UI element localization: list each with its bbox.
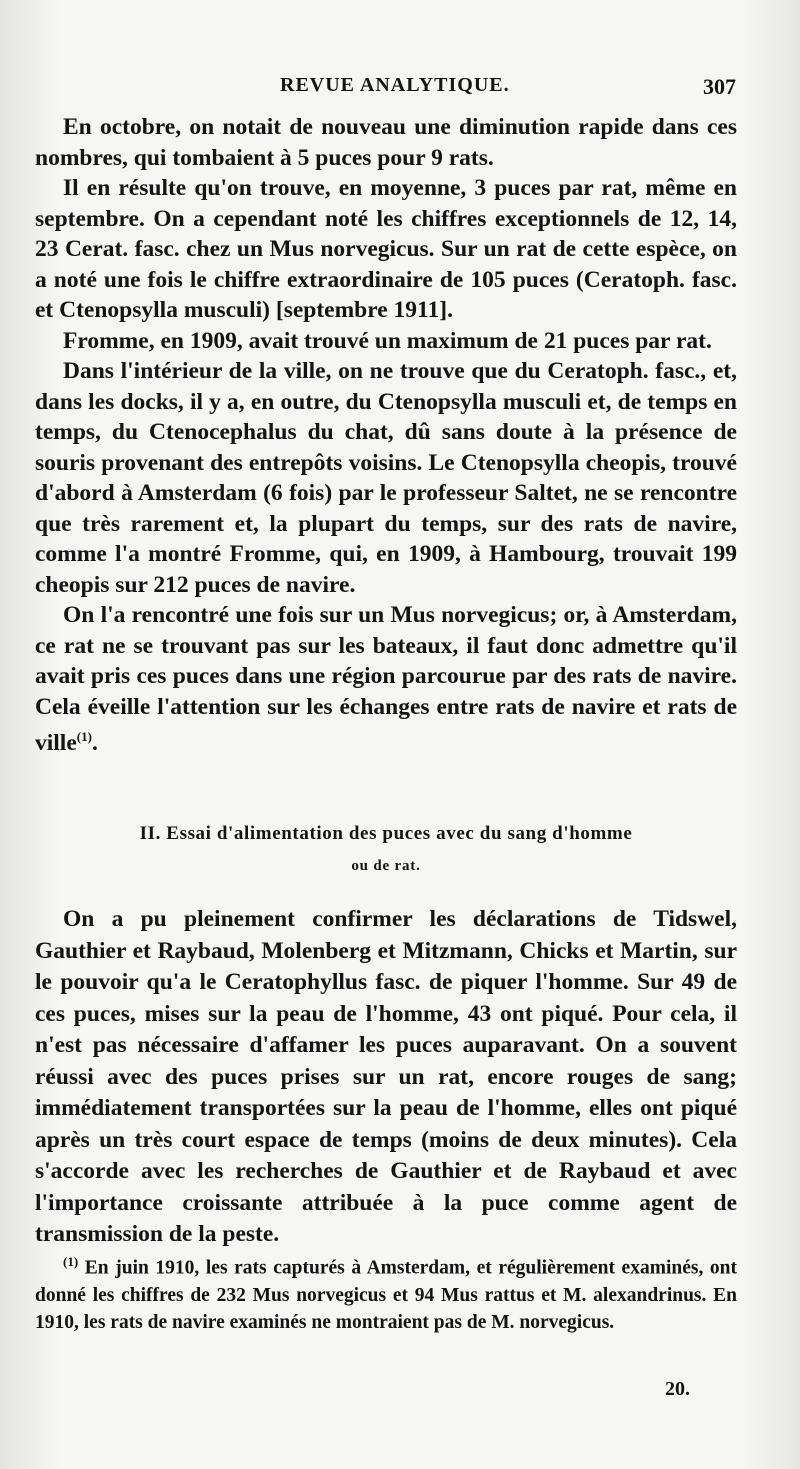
footnote — [35, 1248, 737, 1336]
section-title: II. Essai d'alimentation des puces avec du sang d'homme — [139, 823, 633, 844]
footnote-reference: (1) — [76, 729, 92, 744]
signature-mark: 20. — [665, 1378, 690, 1400]
section-heading — [35, 820, 737, 880]
section-body — [35, 904, 737, 1251]
footnote-marker: (1) — [63, 1254, 79, 1269]
paragraph: Il en résulte qu'on trouve, en moyenne, 3 puces par rat, même en septembre. On a cependant noté les chiffres exceptionnels de 12, 14, 23 Cerat. fasc. chez un Mus norvegicus. Sur un rat de cette espèce, on a noté une fois le chiffre extraordinaire de 105 puces (Ceratoph. fasc. et Ctenopsylla musculi) [septembre 1911]. — [35, 175, 737, 323]
paragraph: Dans l'intérieur de la ville, on ne trouve que du Ceratoph. fasc., et, dans les docks, il y a, en outre, du Ctenopsylla musculi et, de temps en temps, du Ctenocephalus du chat, dû sans doute à la présence de souris provenant des entrepôts voisins. Le Ctenopsylla cheopis, trouvé d'abord à Amsterdam (6 fois) par le professeur Saltet, ne se rencontre que très rarement et, la plupart du temps, sur des rats de navire, comme l'a montré Fromme, qui, en 1909, à Hambourg, trouvait 199 cheopis sur 212 puces de navire. — [35, 358, 737, 598]
page-number: 307 — [703, 74, 736, 99]
paragraph: En octobre, on notait de nouveau une diminution rapide dans ces nombres, qui tombaient à 5 puces pour 9 rats. — [35, 114, 737, 171]
paragraph: On a pu pleinement confirmer les déclarations de Tidswel, Gauthier et Raybaud, Molenberg et Mitzmann, Chicks et Martin, sur le pouvoir qu'a le Ceratophyllus fasc. de piquer l'homme. Sur 49 de ces puces, mises sur la peau de l'homme, 43 ont piqué. Pour cela, il n'est pas nécessaire d'affamer les puces auparavant. On a souvent réussi avec des puces prises sur un rat, encore rouges de sang; immédiatement transportées sur la peau de l'homme, elles ont piqué après un très court espace de temps (moins de deux minutes). Cela s'accorde avec les recherches de Gauthier et de Raybaud et avec l'importance croissante attribuée à la puce comme agent de transmission de la peste. — [35, 906, 737, 1247]
paragraph-with-footnote: On l'a rencontré une fois sur un Mus norvegicus; or, à Amsterdam, ce rat ne se trouvant pas sur les bateaux, il faut donc admettre qu'il avait pris ces puces dans une région parcourue par des rats de navire. Cela éveille l'attention sur les échanges entre rats de navire et rats de ville$^{(1)}$. — [35, 602, 737, 756]
paragraph-text: On l'a rencontré une fois sur un Mus norvegicus; or, à Amsterdam, ce rat ne se trouvant pas sur les bateaux, il faut donc admettre qu'il avait pris ces puces dans une région parcourue par des rats de navire. Cela éveille l'attention sur les échanges entre rats de navire et rats de ville — [35, 602, 737, 756]
section-title-continued: ou de rat. — [351, 858, 421, 874]
paragraph: Fromme, en 1909, avait trouvé un maximum de 21 puces par rat. — [63, 327, 712, 354]
footnote-paragraph — [35, 1248, 737, 1336]
footnote-text: En juin 1910, les rats capturés à Amsterdam, et régulièrement examinés, ont donné les chiffres de 232 Mus norvegicus et 94 Mus rattus et M. alexandrinus. En 1910, les rats de navire examinés ne montraient pas de M. norvegicus. — [35, 1257, 738, 1333]
running-title: REVUE ANALYTIQUE. — [280, 74, 510, 96]
page-header — [0, 74, 800, 104]
body-text — [35, 112, 737, 758]
